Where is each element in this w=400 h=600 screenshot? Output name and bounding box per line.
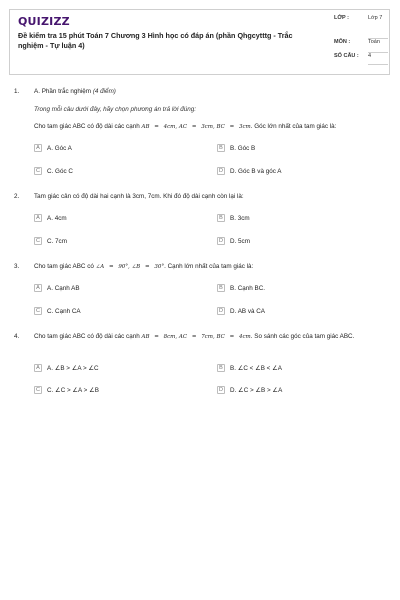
option-letter-box: C: [34, 386, 42, 394]
option-text: B. 3cm: [230, 214, 250, 222]
math-term: 4cm: [238, 334, 251, 340]
option-text: D. Góc B và góc A: [230, 167, 282, 175]
math-term: =: [229, 334, 235, 340]
subject-label: MÔN :: [334, 39, 351, 45]
math-term: BC: [216, 334, 225, 340]
answer-option-a[interactable]: [34, 284, 80, 292]
class-value: Lớp 7: [368, 15, 388, 39]
math-term: =: [191, 124, 197, 130]
option-text: C. 7cm: [47, 237, 67, 245]
worksheet-header: [9, 9, 390, 75]
math-term: =: [144, 264, 150, 270]
question-text-end: . So sánh các góc của tam giác ABC.: [250, 333, 355, 340]
option-letter-box: B: [217, 284, 225, 292]
option-letter-box: A: [34, 364, 42, 372]
instruction-text: Trong mỗi câu dưới đây, hãy chọn phương án trả lời đúng:: [34, 106, 196, 113]
question-text-start: Cho tam giác ABC có: [34, 263, 94, 270]
answer-option-d[interactable]: [217, 307, 265, 315]
question-text-start: Cho tam giác ABC có độ dài các cạnh: [34, 333, 140, 340]
option-letter-box: B: [217, 364, 225, 372]
option-letter-box: A: [34, 144, 42, 152]
meta-count-row: [334, 53, 388, 65]
answer-option-b[interactable]: [217, 364, 282, 372]
option-letter-box: A: [34, 214, 42, 222]
answer-option-a[interactable]: [34, 214, 67, 222]
answer-option-d[interactable]: [217, 167, 281, 175]
option-text: C. ∠C > ∠A > ∠B: [47, 386, 99, 394]
meta-class-row: [334, 15, 388, 39]
section-title: A. Phần trắc nghiệm: [34, 88, 92, 95]
option-letter-box: B: [217, 144, 225, 152]
math-term: ∠B: [131, 264, 141, 270]
question-text: Tam giác cân có độ dài hai cạnh là 3cm, 7cm. Khi đó độ dài cạnh còn lại là:: [34, 193, 244, 200]
subject-value: Toán: [368, 39, 388, 53]
math-term: 7cm,: [201, 334, 215, 340]
question-text: [34, 333, 384, 341]
option-text: A. Góc A: [47, 144, 72, 152]
quizizz-logo: QUIZIZZ: [18, 15, 70, 28]
option-letter-box: C: [34, 307, 42, 315]
math-term: 4cm,: [163, 124, 178, 130]
math-term: =: [154, 334, 159, 340]
answer-option-c[interactable]: [34, 386, 99, 394]
option-letter-box: D: [217, 237, 225, 245]
option-text: A. Cạnh AB: [47, 284, 80, 292]
option-text: D. ∠C > ∠B > ∠A: [230, 386, 283, 394]
math-term: 3cm,: [201, 124, 215, 130]
math-term: =: [229, 124, 235, 130]
answer-option-a[interactable]: [34, 364, 99, 372]
question-number: 1.: [14, 88, 20, 95]
question-text: [34, 123, 384, 131]
option-text: C. Góc C: [47, 167, 73, 175]
answer-option-b[interactable]: [217, 144, 255, 152]
count-value: 4: [368, 53, 388, 65]
math-term: =: [191, 334, 197, 340]
option-letter-box: B: [217, 214, 225, 222]
answer-option-c[interactable]: [34, 237, 67, 245]
worksheet-title: Đề kiểm tra 15 phút Toán 7 Chương 3 Hình học có đáp án (phần Qhgcytttg - Trắc nghiệm - Tự luận 4): [18, 31, 293, 50]
question-text-end: . Cạnh lớn nhất của tam giác là:: [164, 263, 254, 270]
meta-subject-row: [334, 39, 388, 53]
answer-option-d[interactable]: [217, 386, 282, 394]
section-heading: [34, 88, 384, 96]
math-term: =: [108, 264, 114, 270]
question-number: 3.: [14, 263, 20, 270]
answer-option-b[interactable]: [217, 214, 250, 222]
option-text: B. Góc B: [230, 144, 256, 152]
option-letter-box: D: [217, 167, 225, 175]
option-text: D. 5cm: [230, 237, 250, 245]
math-term: 30°: [154, 264, 165, 270]
math-term: AC: [178, 334, 188, 340]
answer-option-d[interactable]: [217, 237, 250, 245]
math-term: AC: [178, 124, 188, 130]
question-number: 4.: [14, 333, 20, 340]
answer-option-a[interactable]: [34, 144, 72, 152]
worksheet-meta: [334, 15, 388, 65]
option-letter-box: D: [217, 386, 225, 394]
option-letter-box: A: [34, 284, 42, 292]
question-number: 2.: [14, 193, 20, 200]
question-text-end: . Góc lớn nhất của tam giác là:: [250, 123, 337, 130]
option-text: B. Cạnh BC.: [230, 284, 265, 292]
question-text-start: Cho tam giác ABC có độ dài các cạnh: [34, 123, 140, 130]
question-text: [34, 263, 384, 271]
option-text: C. Cạnh CA: [47, 307, 81, 315]
math-term: 8cm,: [163, 334, 178, 340]
answer-option-c[interactable]: [34, 167, 73, 175]
option-letter-box: C: [34, 237, 42, 245]
option-text: A. ∠B > ∠A > ∠C: [47, 364, 99, 372]
math-term: =: [154, 124, 159, 130]
option-letter-box: C: [34, 167, 42, 175]
option-text: D. AB và CA: [230, 307, 265, 315]
option-letter-box: D: [217, 307, 225, 315]
math-term: 90°,: [118, 264, 130, 270]
section-points: (4 điểm): [92, 88, 116, 95]
math-term: 3cm: [238, 124, 251, 130]
option-text: A. 4cm: [47, 214, 67, 222]
answer-option-c[interactable]: [34, 307, 81, 315]
answer-option-b[interactable]: [217, 284, 265, 292]
count-label: SỐ CÂU :: [334, 53, 359, 59]
option-text: B. ∠C < ∠B < ∠A: [230, 364, 282, 372]
math-term: ∠A: [95, 264, 105, 270]
math-term: BC: [216, 124, 225, 130]
math-term: AB: [141, 334, 150, 340]
math-term: AB: [141, 124, 150, 130]
class-label: LỚP :: [334, 15, 349, 21]
